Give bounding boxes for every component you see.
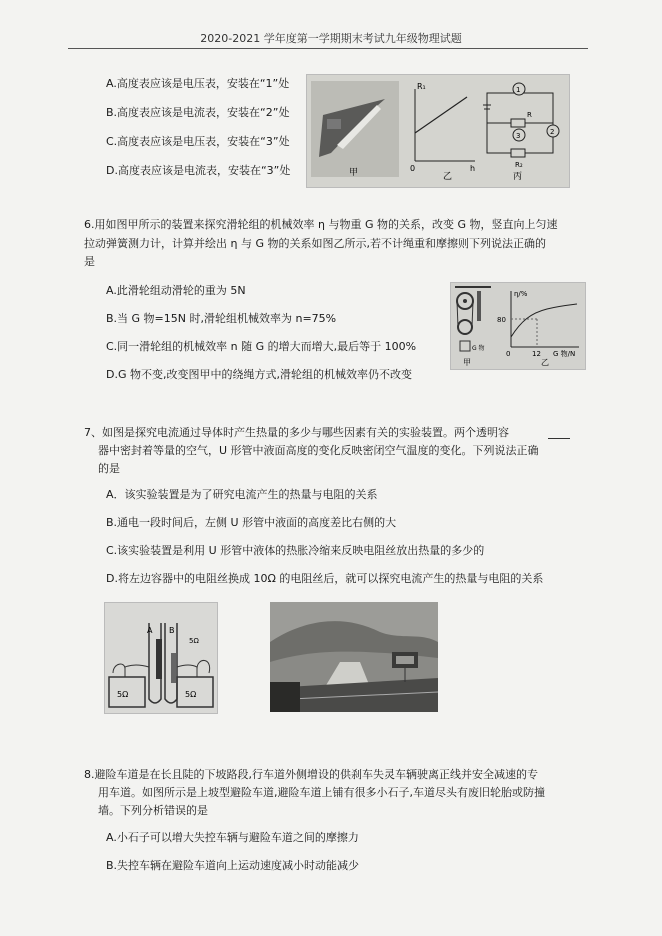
header-divider <box>68 48 588 49</box>
q7-option-c: C.该实验装置是利用 U 形管中液体的热胀冷缩来反映电阻丝放出热量的多少的 <box>106 544 485 557</box>
q5-label-bing: 丙 <box>513 172 523 182</box>
q7-apparatus-figure <box>104 602 218 714</box>
q7-option-b: B.通电一段时间后，左侧 U 形管中液面的高度差比右侧的大 <box>106 516 397 529</box>
q5-axis-x: h <box>470 164 476 173</box>
q5-axis-y: R₁ <box>417 82 426 91</box>
q5-option-d: D.高度表应该是电流表，安装在“3”处 <box>106 164 291 177</box>
q6-label-yi: 乙 <box>541 358 549 367</box>
q5-meter-1: 1 <box>516 86 521 94</box>
q6-stem-2: 拉动弹簧测力计，计算并绘出 η 与 G 物的关系如图乙所示,若不计绳重和摩擦则下列说法正确的 <box>84 237 546 250</box>
escape-lane-photo <box>270 602 438 712</box>
q6-label-g: G 物 <box>472 345 485 352</box>
q7-label-r-right: 5Ω <box>185 690 197 699</box>
q5-origin: 0 <box>410 164 416 173</box>
q7-option-d: D.将左边容器中的电阻丝换成 10Ω 的电阻丝后，就可以探究电流产生的热量与电阻的关系 <box>106 572 544 585</box>
q6-stem-1: 6.用如图甲所示的装置来探究滑轮组的机械效率 η 与物重 G 物的关系，改变 G 物，竖直向上匀速 <box>84 218 558 231</box>
q5-resistor-r: R <box>527 111 532 119</box>
q8-option-b: B.失控车辆在避险车道向上运动速度减小时动能减少 <box>106 859 360 872</box>
q5-meter-3: 3 <box>516 132 521 140</box>
q6-stem-3: 是 <box>84 255 95 268</box>
q5-option-a: A.高度表应该是电压表，安装在“1”处 <box>106 77 290 90</box>
q5-option-b: B.高度表应该是电流表，安装在“2”处 <box>106 106 290 119</box>
q6-option-b: B.当 G 物=15N 时,滑轮组机械效率为 n=75% <box>106 312 337 325</box>
q5-resistor-r2: R₂ <box>515 161 523 169</box>
q7-label-a: A <box>147 626 153 635</box>
q6-tick-12: 12 <box>532 350 541 358</box>
q7-blank <box>548 438 570 439</box>
q5-figure <box>306 74 570 188</box>
q8-stem-2: 用车道。如图所示是上坡型避险车道,避险车道上铺有很多小石子,车道尽头有废旧轮胎或防撞 <box>98 786 545 799</box>
q6-figure <box>450 282 586 370</box>
q6-option-d: D.G 物不变,改变图甲中的绕绳方式,滑轮组的机械效率仍不改变 <box>106 368 412 381</box>
q7-label-r-top: 5Ω <box>189 637 199 645</box>
q6-label-jia: 甲 <box>463 358 471 367</box>
q7-label-r-left: 5Ω <box>117 690 129 699</box>
q6-tick-80: 80 <box>497 316 506 324</box>
q8-stem-3: 墙。下列分析错误的是 <box>98 804 208 817</box>
q7-stem-1: 7、如图是探究电流通过导体时产生热量的多少与哪些因素有关的实验装置。两个透明容 <box>84 426 509 439</box>
q7-label-b: B <box>169 626 175 635</box>
q5-meter-2: 2 <box>550 128 555 136</box>
q5-label-yi: 乙 <box>443 172 453 182</box>
q7-stem-3: 的是 <box>98 462 120 475</box>
q5-label-jia: 甲 <box>349 168 359 178</box>
q6-origin: 0 <box>506 350 511 358</box>
q6-option-c: C.同一滑轮组的机械效率 n 随 G 的增大而增大,最后等于 100% <box>106 340 417 353</box>
q5-option-c: C.高度表应该是电压表，安装在“3”处 <box>106 135 290 148</box>
q7-option-a: A．该实验装置是为了研究电流产生的热量与电阻的关系 <box>106 488 378 501</box>
q6-axis-x: G 物/N <box>553 350 576 358</box>
q6-axis-y: η/% <box>514 290 528 298</box>
q8-stem-1: 8.避险车道是在长且陡的下坡路段,行车道外侧增设的供刹车失灵车辆驶离正线并安全减速的专 <box>84 768 538 781</box>
q7-stem-2: 器中密封着等量的空气，U 形管中液面高度的变化反映密闭空气温度的变化。下列说法正确 <box>98 444 539 457</box>
q6-option-a: A.此滑轮组动滑轮的重为 5N <box>106 284 246 297</box>
q8-option-a: A.小石子可以增大失控车辆与避险车道之间的摩擦力 <box>106 831 359 844</box>
page-header: 2020-2021 学年度第一学期期末考试九年级物理试题 <box>200 32 462 45</box>
